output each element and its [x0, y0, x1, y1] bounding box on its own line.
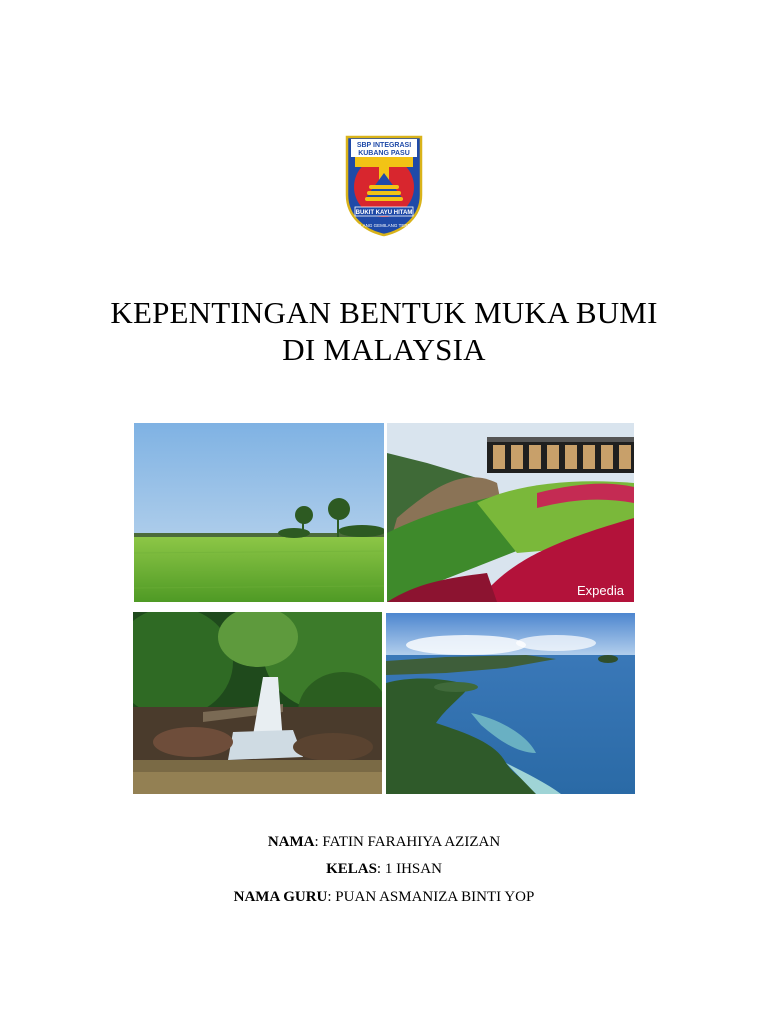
svg-text:KUBANG PASU: KUBANG PASU	[358, 150, 410, 157]
title-line-2: DI MALAYSIA	[282, 332, 486, 367]
svg-text:CEMERLANG GEMILANG TERBILANG: CEMERLANG GEMILANG TERBILANG	[343, 223, 425, 228]
school-crest-logo	[343, 133, 425, 237]
paddy-field-photo	[134, 423, 384, 602]
guru-label: NAMA GURU	[233, 889, 328, 905]
expedia-watermark: Expedia	[577, 583, 624, 598]
kelas-label: KELAS	[326, 861, 377, 877]
guru-value: : PUAN ASMANIZA BINTI YOP	[327, 889, 535, 905]
title-line-1: KEPENTINGAN BENTUK MUKA BUMI	[110, 295, 658, 330]
document-title	[60, 294, 708, 368]
highland-tea-plantation-photo	[387, 423, 634, 602]
coastal-islands-photo	[386, 613, 635, 794]
kelas-value: : 1 IHSAN	[376, 861, 442, 877]
teacher-name-line	[0, 889, 768, 906]
svg-text:BUKIT KAYU HITAM: BUKIT KAYU HITAM	[355, 210, 413, 216]
nama-value: : FATIN FARAHIYA AZIZAN	[314, 834, 501, 850]
nama-label: NAMA	[267, 834, 315, 850]
class-line	[0, 861, 768, 878]
waterfall-photo	[133, 612, 382, 794]
svg-text:SBP INTEGRASI: SBP INTEGRASI	[356, 142, 412, 149]
student-name-line	[0, 834, 768, 851]
